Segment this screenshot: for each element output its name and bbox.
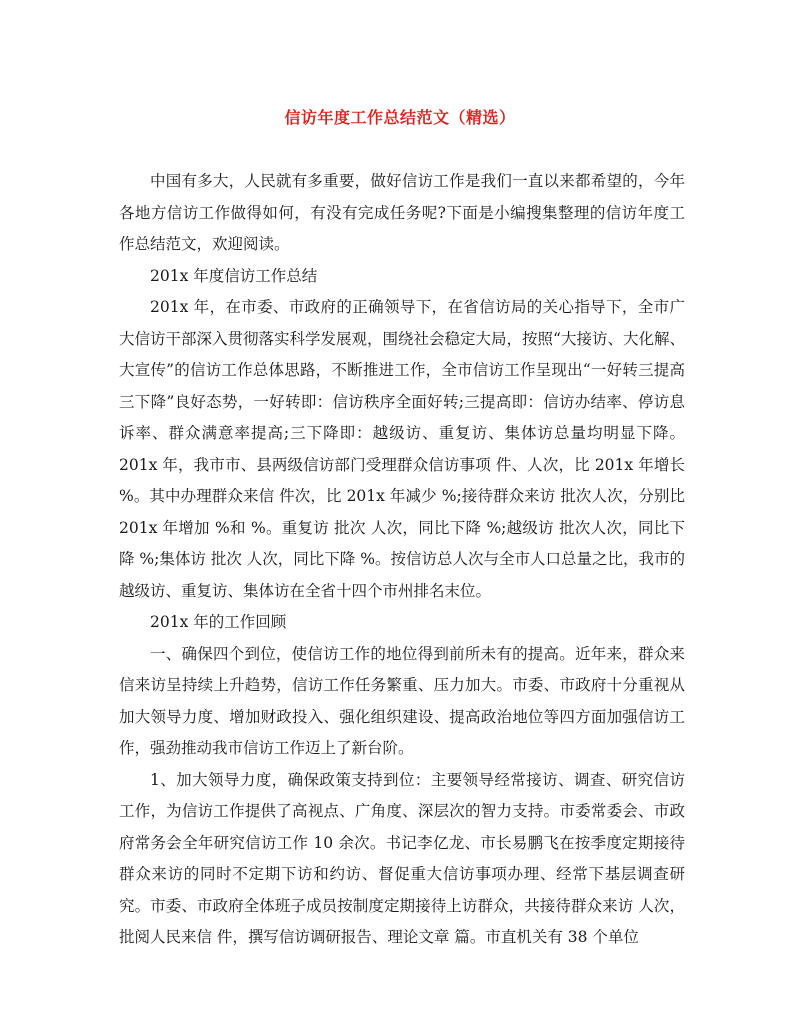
paragraph-leadership: 1、加大领导力度，确保政策支持到位：主要领导经常接访、调查、研究信访工作，为信访工作提供了高视点、广角度、深层次的智力支持。市委常委会、市政府常务会全年研究信访工作 10 余次。书记李亿龙、市长易鹏飞在按季度定期接待群众来访的同时不定期下访和约访、督促重大信访事项办理、经常下基层调查研究。市委、市政府全体班子成员按制度定期接待上访群众，共接待群众来访 人次，批阅人民来信 件，撰写信访调研报告、理论文章 篇。市直机关有 38 个单位 — [119, 770, 685, 946]
document-title: 信访年度工作总结范文（精选） — [284, 108, 516, 127]
section-heading-work-review: 201x 年的工作回顾 — [150, 613, 287, 631]
paragraph-summary: 201x 年，在市委、市政府的正确领导下，在省信访局的关心指导下，全市广大信访干部深入贯彻落实科学发展观，围绕社会稳定大局，按照“大接访、大化解、大宣传”的信访工作总体思路，不断推进工作，全市信访工作呈现出“一好转三提高三下降”良好态势，一好转即：信访秩序全面好转;三提高即：信访办结率、停访息诉率、群众满意率提高;三下降即：越级访、重复访、集体访总量均明显下降。 201x 年，我市市、县两级信访部门受理群众信访事项 件、人次，比 201x 年增长 %。其中办理群众来信 件次，比 201x 年减少 %;接待群众来访 批次人次，分别比 201x 年增加 %和 %。重复访 批次 人次，同比下降 %;越级访 批次人次，同比下降 %;集体访 批次 人次，同比下降 %。按信访总人次与全市人口总量之比，我市的越级访、重复访、集体访在全省十四个市州排名末位。 — [119, 298, 685, 600]
paragraph-intro: 中国有多大，人民就有多重要，做好信访工作是我们一直以来都希望的，今年各地方信访工作做得如何，有没有完成任务呢?下面是小编搜集整理的信访年度工作总结范文，欢迎阅读。 — [119, 172, 685, 253]
document-body — [119, 166, 685, 954]
section-heading-annual-summary: 201x 年度信访工作总结 — [150, 266, 318, 285]
paragraph-review-point-1: 一、确保四个到位，使信访工作的地位得到前所未有的提高。近年来，群众来信来访呈持续上升趋势，信访工作任务繁重、压力加大。市委、市政府十分重视从加大领导力度、增加财政投入、强化组织建设、提高政治地位等四方面加强信访工作，强劲推动我市信访工作迈上了新台阶。 — [119, 644, 685, 757]
